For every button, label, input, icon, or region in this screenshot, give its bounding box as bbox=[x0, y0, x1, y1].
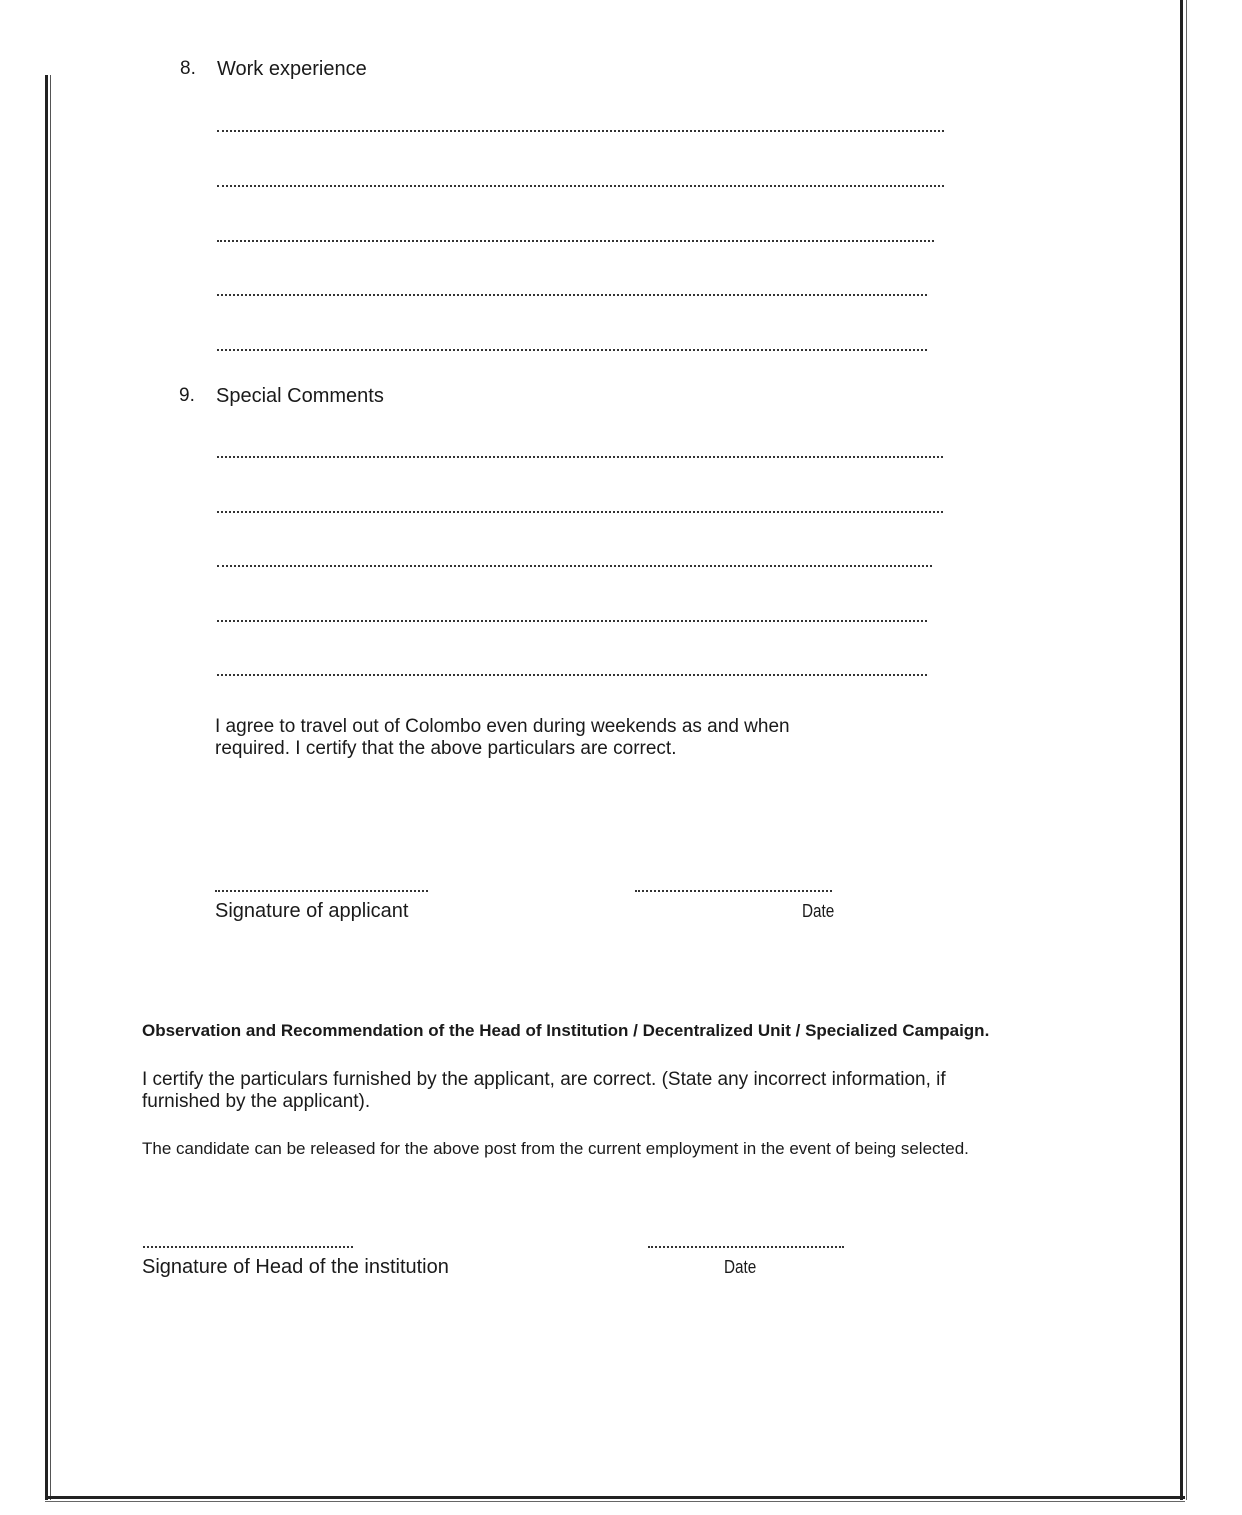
head-signature-line[interactable] bbox=[143, 1246, 353, 1248]
section-title-special-comments: Special Comments bbox=[216, 385, 384, 407]
work-experience-line-5[interactable] bbox=[217, 349, 927, 351]
applicant-signature-label: Signature of applicant bbox=[215, 900, 409, 922]
page-border-left-inner bbox=[50, 75, 51, 1500]
applicant-date-label: Date bbox=[802, 901, 835, 921]
applicant-date-line[interactable] bbox=[635, 890, 832, 892]
work-experience-line-4[interactable] bbox=[217, 294, 927, 296]
page-border-bottom bbox=[45, 1496, 1185, 1499]
section-title-work-experience: Work experience bbox=[217, 58, 367, 80]
head-release-text: The candidate can be released for the above post from the current employment in the event of being selected. bbox=[142, 1139, 969, 1158]
section-number-work-experience: 8. bbox=[180, 58, 196, 79]
applicant-signature-line[interactable] bbox=[215, 890, 428, 892]
head-section-heading: Observation and Recommendation of the Head of Institution / Decentralized Unit / Specialized Campaign. bbox=[142, 1021, 990, 1040]
page-border-right bbox=[1180, 0, 1183, 1500]
page-border-right-inner bbox=[1186, 0, 1187, 1500]
page-border-bottom-inner bbox=[45, 1501, 1185, 1502]
work-experience-line-1[interactable] bbox=[217, 130, 944, 132]
head-certify-text: I certify the particulars furnished by the applicant, are correct. (State any incorrect information, if furnished by the applicant). bbox=[142, 1069, 946, 1112]
section-number-special-comments: 9. bbox=[179, 385, 195, 406]
head-date-label: Date bbox=[724, 1257, 757, 1277]
special-comments-line-2[interactable] bbox=[217, 511, 943, 513]
special-comments-line-1[interactable] bbox=[217, 456, 943, 458]
applicant-declaration: I agree to travel out of Colombo even during weekends as and when required. I certify that the above particulars are correct. bbox=[215, 716, 790, 759]
head-signature-label: Signature of Head of the institution bbox=[142, 1256, 449, 1278]
special-comments-line-5[interactable] bbox=[217, 674, 927, 676]
work-experience-line-2[interactable] bbox=[217, 185, 944, 187]
head-date-line[interactable] bbox=[648, 1246, 844, 1248]
special-comments-line-4[interactable] bbox=[217, 620, 927, 622]
page-border-left bbox=[45, 75, 48, 1500]
special-comments-line-3[interactable] bbox=[217, 565, 932, 567]
work-experience-line-3[interactable] bbox=[217, 240, 934, 242]
